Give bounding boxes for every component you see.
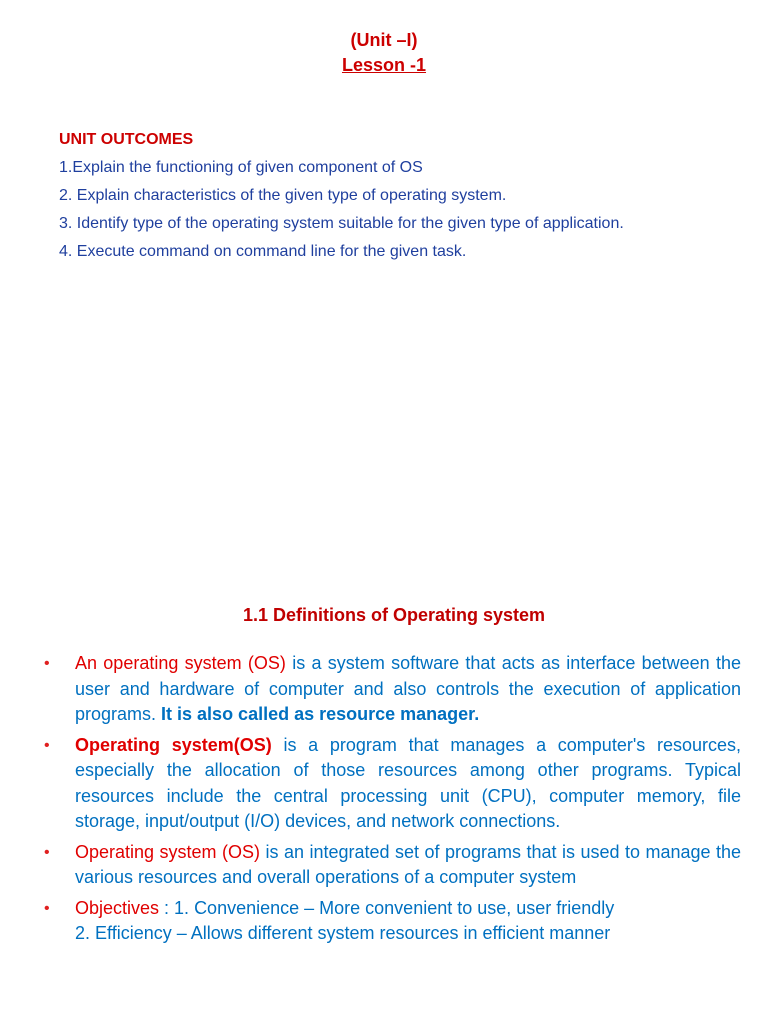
bullet-definition-3: [44, 840, 741, 891]
outcomes-heading: UNIT OUTCOMES: [59, 131, 194, 148]
lesson-title: Lesson -1: [341, 55, 427, 75]
bullet-text: is an integrated set of programs that is used to manage the various resources and overall operations of a computer system: [75, 841, 741, 887]
bullet-definition-2: [44, 733, 741, 835]
bullet-term: Operating system (OS): [75, 841, 261, 862]
bullet-text: is a system software that acts as interface between the user and hardware of computer and also controls the execution of application programs.: [75, 653, 741, 724]
outcome-item-3: 3. Identify type of the operating system suitable for the given type of application.: [59, 215, 624, 232]
bullet-term: An operating system (OS): [75, 653, 286, 673]
objective-1: : 1. Convenience – More convenient to use, user friendly: [159, 897, 615, 918]
bullet-term-part-a: Operating system(: [75, 734, 240, 755]
bullet-text: is a program that manages a computer's resources, especially the allocation of those resources among other programs. Typical resources include the central processing unit (CPU), computer memory, file storage, input/output (I/O) devices, and network connections.: [75, 734, 741, 831]
bullet-term-part-c: ): [265, 734, 272, 755]
bullet-objectives: [44, 896, 741, 947]
unit-title: (Unit –I): [350, 30, 418, 50]
lesson-title-container: [0, 54, 768, 76]
outcome-item-4: 4. Execute command on command line for the given task.: [59, 243, 467, 260]
outcome-item-1: 1.Explain the functioning of given component of OS: [59, 159, 423, 176]
definition-bullets: [44, 651, 741, 952]
bullet-dot-icon: •: [44, 843, 50, 861]
outcome-item-2: 2. Explain characteristics of the given type of operating system.: [59, 187, 507, 204]
bullet-emphasis: It is also called as resource manager.: [161, 704, 480, 724]
bullet-term: Objectives: [75, 897, 160, 918]
section-heading: 1.1 Definitions of Operating system: [242, 605, 546, 625]
bullet-term-part-b: OS: [239, 734, 266, 755]
bullet-dot-icon: •: [44, 899, 50, 917]
bullet-definition-1: [44, 651, 741, 728]
unit-outcomes: [59, 129, 679, 269]
bullet-dot-icon: •: [44, 736, 50, 754]
objective-2: 2. Efficiency – Allows different system resources in efficient manner: [75, 923, 611, 943]
bullet-dot-icon: •: [44, 655, 50, 672]
